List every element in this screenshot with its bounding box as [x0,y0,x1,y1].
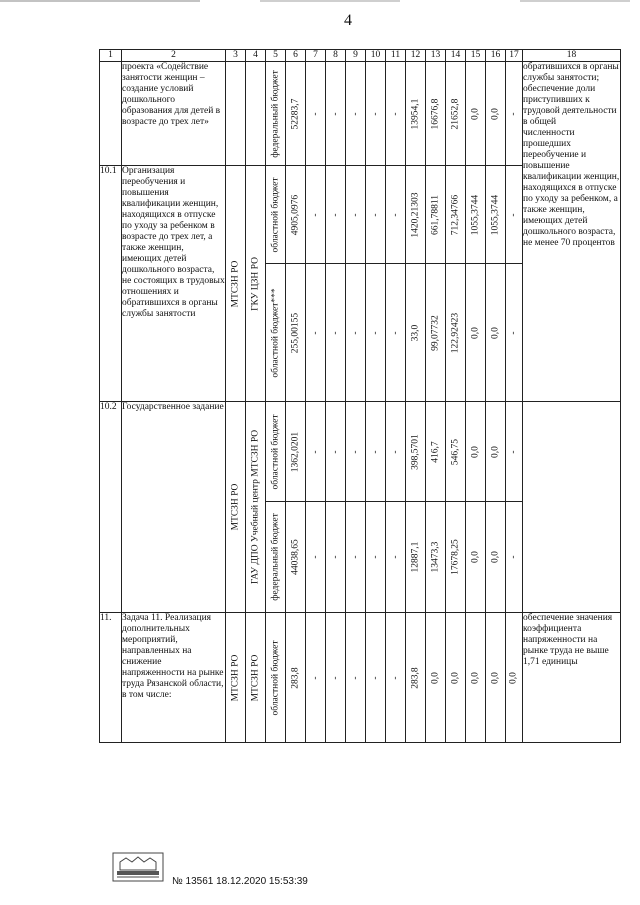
year-amount: 21652,8 [450,98,460,129]
column-header-row [100,50,621,62]
participant: МТСЗН РО [250,654,260,701]
total-amount: 255,00155 [290,312,300,353]
year-amount: 0,0 [450,671,460,684]
empty-value: - [508,555,519,559]
column-header: 16 [486,50,506,62]
funding-source: федеральный бюджет [270,69,280,158]
year-amount: 17678,25 [450,539,460,575]
column-header: 18 [523,50,621,62]
year-amount: 0,0 [490,671,500,684]
empty-value: - [390,330,400,335]
year-amount: 0,0 [470,671,480,684]
executor: МТСЗН РО [230,654,240,701]
empty-value: - [310,449,320,454]
column-header: 9 [346,50,366,62]
funding-source: областной бюджет [270,176,280,253]
empty-value: - [508,449,519,454]
scan-artifact [0,0,200,2]
empty-value: - [390,555,400,559]
year-amount: 0,0 [470,551,480,563]
year-amount: 398,5701 [410,433,420,470]
year-amount: 0,0 [490,107,500,120]
empty-value: - [370,330,380,335]
year-amount: 283,8 [410,666,420,689]
column-header: 12 [406,50,426,62]
year-amount: 16676,8 [430,98,440,129]
funding-source: федеральный бюджет [270,513,280,601]
column-header: 15 [466,50,486,62]
table-row [100,402,621,502]
empty-value: - [330,212,340,217]
empty-value: - [310,675,320,680]
column-header: 13 [426,50,446,62]
year-amount: 13954,1 [410,98,420,129]
scan-artifact [260,0,400,2]
table-row [100,62,621,166]
empty-value: - [310,111,320,116]
column-header: 4 [246,50,266,62]
page-number: 4 [344,12,352,29]
empty-value: - [390,111,400,116]
empty-value: - [350,212,360,217]
expected-result [523,402,621,613]
activity-description: Задача 11. Реализация дополнительных мероприятий, направленных на снижение напряженности на рынке труда Рязанской области, в том числе: [122,613,226,743]
empty-value: - [330,330,340,335]
empty-value: - [310,555,320,559]
total-amount: 44038,65 [290,539,300,575]
year-amount: 0,0 [490,551,500,563]
program-table [99,49,621,743]
registry-stamp-icon [112,852,164,882]
empty-value: - [310,212,320,217]
year-amount: 0,0 [490,326,500,339]
year-amount: 0,0 [470,107,480,120]
participant: ГАУ ДПО Учебный центр МТСЗН РО [250,429,260,585]
year-amount: 13473,3 [430,541,440,573]
empty-value: - [350,555,360,559]
column-header: 14 [446,50,466,62]
column-header: 8 [326,50,346,62]
empty-value: - [390,675,400,680]
year-amount: 0,0 [470,445,480,458]
empty-value: - [390,449,400,454]
column-header: 3 [226,50,246,62]
table-row [100,613,621,743]
column-header: 6 [286,50,306,62]
column-header: 11 [386,50,406,62]
empty-value: - [350,449,360,454]
empty-value: - [370,675,380,680]
year-amount: 122,92423 [450,312,460,353]
scan-artifact [520,0,630,2]
year-amount: 33,0 [410,324,420,341]
year-amount: 0,0 [430,671,440,684]
year-amount: 1055,3744 [490,194,500,235]
column-header: 7 [306,50,326,62]
empty-value: - [350,330,360,335]
year-amount: 1420,21303 [410,191,420,238]
participant: ГКУ ЦЗН РО [250,256,260,311]
total-amount: 52283,7 [290,98,300,129]
empty-value: - [508,111,519,116]
funding-source: областной бюджет [270,639,280,716]
empty-value: - [508,330,519,335]
empty-value: - [310,330,320,335]
executor: МТСЗН РО [230,260,240,307]
row-number: 11. [100,613,122,743]
activity-description: Государственное задание [122,402,226,613]
empty-value: - [370,449,380,454]
empty-value: - [390,212,400,217]
column-header: 10 [366,50,386,62]
row-number: 10.1 [100,166,122,402]
empty-value: - [370,555,380,559]
total-amount: 283,8 [290,666,300,689]
empty-value: - [330,675,340,680]
activity-description: Организация переобучения и повышения квалификации женщин, находящихся в отпуске по уходу за ребенком в возрасте до трех лет, а также женщин, имеющих детей дошкольного возраста, не состоящих в трудовых отношениях и обратившихся в органы службы занятости [122,166,226,402]
executor: МТСЗН РО [230,483,240,531]
empty-value: - [508,212,519,217]
year-amount: 12887,1 [410,541,420,573]
total-amount: 4905,0976 [290,194,300,235]
funding-source: областной бюджет*** [270,287,280,378]
year-amount: 416,7 [430,440,440,463]
year-amount: 712,34766 [450,194,460,235]
year-amount: 0,0 [508,671,519,684]
year-amount: 0,0 [470,326,480,339]
year-amount: 0,0 [490,445,500,458]
activity-description: проекта «Содействие занятости женщин – создание условий дошкольного образования для детей в возрасте до трех лет» [122,62,226,166]
column-header: 5 [266,50,286,62]
empty-value: - [330,111,340,116]
empty-value: - [350,111,360,116]
funding-source: областной бюджет [270,413,280,490]
empty-value: - [350,675,360,680]
registration-number: № 13561 18.12.2020 15:53:39 [172,876,308,887]
column-header: 2 [122,50,226,62]
expected-result: обеспечение значения коэффициента напряженности на рынке труда не выше 1,71 единицы [523,613,621,743]
empty-value: - [330,555,340,559]
row-number: 10.2 [100,402,122,613]
year-amount: 546,75 [450,438,460,465]
total-amount: 1362,0201 [290,431,300,472]
column-header: 1 [100,50,122,62]
empty-value: - [370,111,380,116]
year-amount: 99,07732 [430,314,440,351]
expected-result: обратившихся в органы службы занятости; обеспечение доли приступивших к трудовой деятельности в общей численности прошедших переобучение и повышение квалификации женщин, находящихся в отпуске по уходу за ребенком, а также женщин, имеющих детей дошкольного возраста, не менее 70 процентов [523,62,621,402]
year-amount: 1055,3744 [470,194,480,235]
empty-value: - [330,449,340,454]
empty-value: - [370,212,380,217]
column-header: 17 [506,50,523,62]
year-amount: 661,78811 [430,194,440,235]
